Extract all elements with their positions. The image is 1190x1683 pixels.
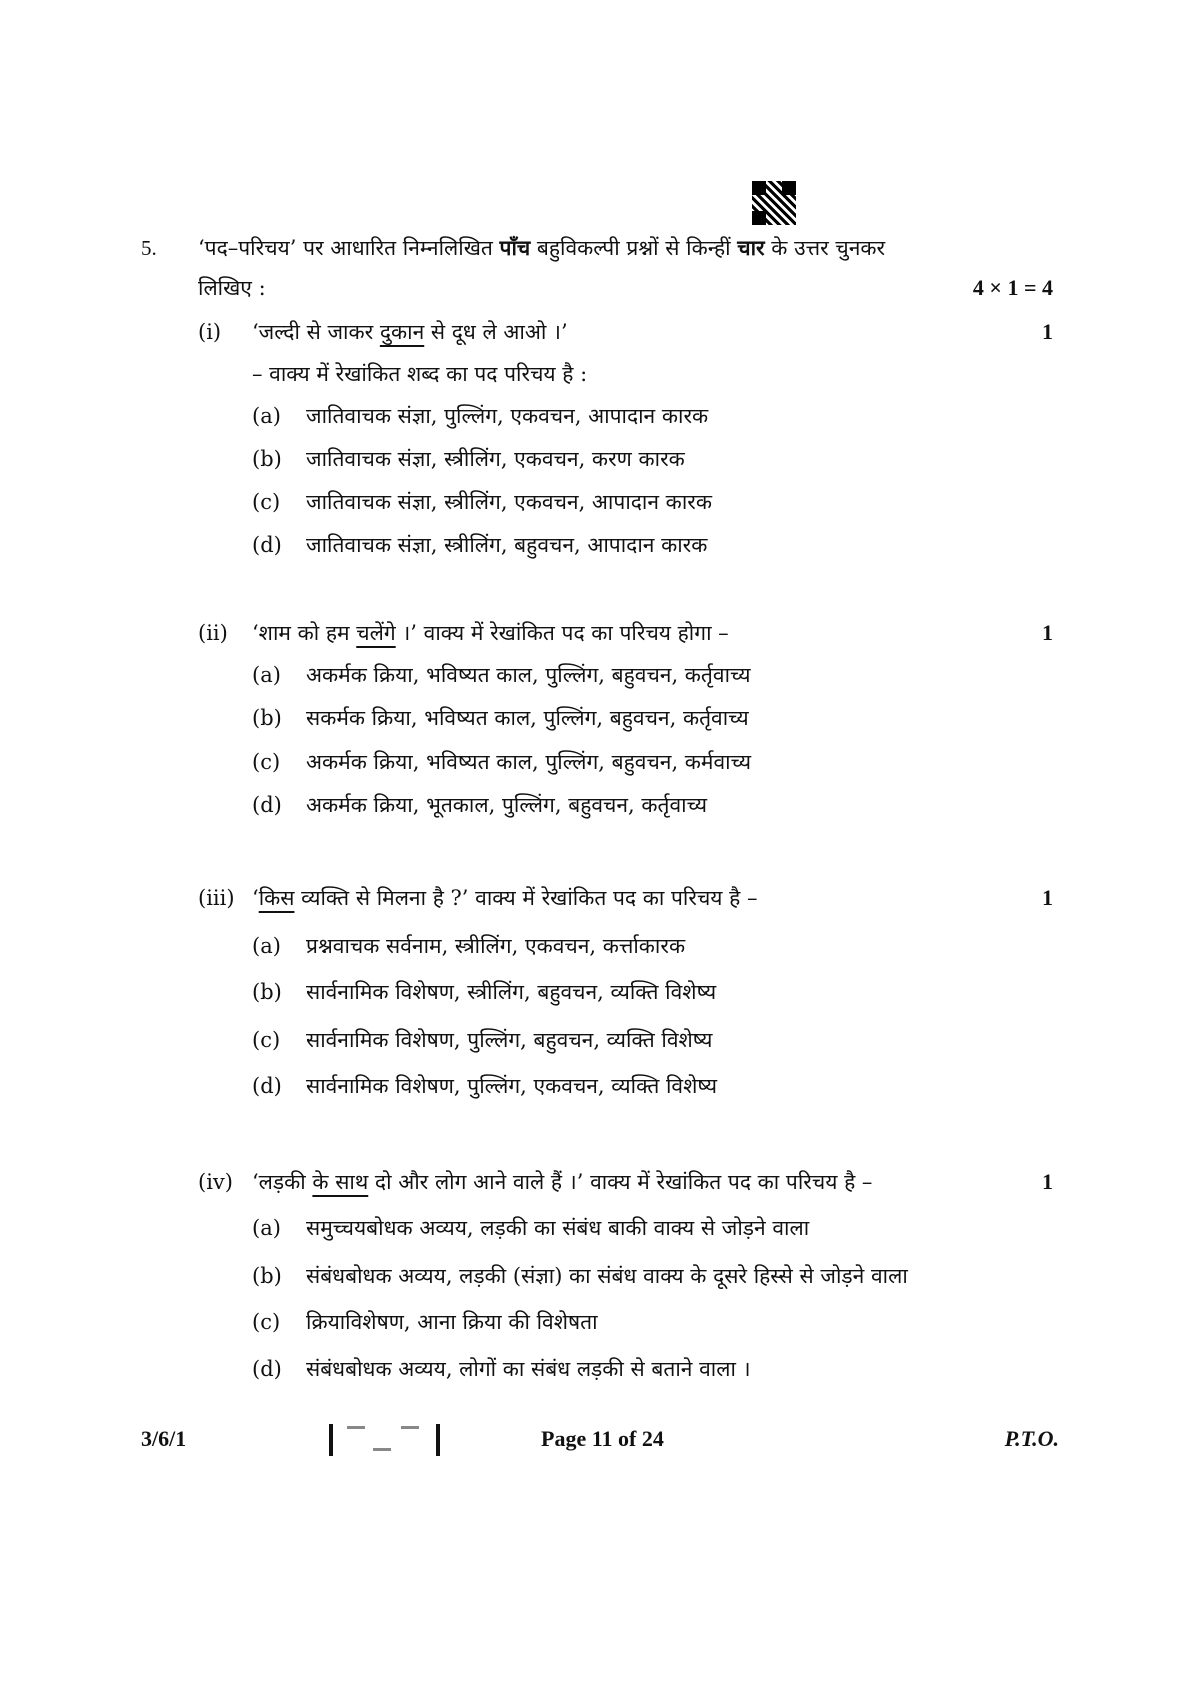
option-label: (c) — [252, 750, 281, 774]
intro-text: के उत्तर चुनकर — [764, 236, 886, 260]
pto-label: P.T.O. — [1004, 1426, 1059, 1451]
subquestion-label: (iii) — [198, 886, 235, 910]
option-label: (b) — [252, 706, 282, 730]
question-intro-line2: लिखिए : — [198, 276, 266, 300]
option-text: जातिवाचक संज्ञा, स्त्रीलिंग, बहुवचन, आपादान कारक — [306, 533, 708, 557]
underlined-word: चलेंगे — [356, 621, 396, 645]
option-label: (d) — [252, 793, 282, 817]
option-text: अकर्मक क्रिया, भविष्यत काल, पुल्लिंग, बहुवचन, कर्तृवाच्य — [306, 663, 751, 687]
option-label: (b) — [252, 980, 282, 1004]
subquestion-label: (ii) — [198, 621, 228, 645]
sentence-text: से दूध ले आओ ।’ — [424, 320, 568, 344]
option-label: (a) — [252, 1216, 281, 1240]
option-text: जातिवाचक संज्ञा, स्त्रीलिंग, एकवचन, करण कारक — [306, 447, 685, 471]
subquestion-marks: 1 — [1042, 620, 1053, 645]
option-text: संबंधबोधक अव्यय, लोगों का संबंध लड़की से बताने वाला । — [306, 1357, 751, 1381]
underlined-word: के साथ — [312, 1170, 369, 1194]
option-text: सार्वनामिक विशेषण, पुल्लिंग, बहुवचन, व्यक्ति विशेष्य — [306, 1028, 713, 1052]
option-label: (a) — [252, 404, 281, 428]
underlined-word: किस — [258, 886, 295, 910]
option-label: (b) — [252, 447, 282, 471]
option-label: (d) — [252, 533, 282, 557]
option-label: (a) — [252, 934, 281, 958]
option-text: सार्वनामिक विशेषण, स्त्रीलिंग, बहुवचन, व्यक्ति विशेष्य — [306, 980, 717, 1004]
intro-text: बहुविकल्पी प्रश्नों से किन्हीं — [530, 236, 738, 260]
option-text: अकर्मक क्रिया, भविष्यत काल, पुल्लिंग, बहुवचन, कर्मवाच्य — [306, 750, 752, 774]
intro-bold: चार — [737, 235, 765, 260]
option-label: (c) — [252, 490, 281, 514]
question-marks: 4 × 1 = 4 — [972, 275, 1053, 300]
intro-bold: पाँच — [499, 235, 531, 260]
subquestion-text — [252, 620, 729, 646]
subquestion-text — [252, 885, 757, 911]
option-label: (d) — [252, 1074, 282, 1098]
option-text: अकर्मक क्रिया, भूतकाल, पुल्लिंग, बहुवचन, कर्तृवाच्य — [306, 793, 708, 817]
page-number: Page 11 of 24 — [541, 1426, 664, 1451]
question-number: 5. — [141, 236, 157, 260]
subquestion-text — [252, 1169, 872, 1195]
subquestion-marks: 1 — [1042, 319, 1053, 344]
sentence-text: व्यक्ति से मिलना है ?’ वाक्य में रेखांकित पद का परिचय है – — [294, 886, 758, 910]
option-text: क्रियाविशेषण, आना क्रिया की विशेषता — [306, 1310, 598, 1334]
option-text: जातिवाचक संज्ञा, पुल्लिंग, एकवचन, आपादान कारक — [306, 404, 709, 428]
question-intro — [198, 235, 885, 261]
subquestion-prompt: – वाक्य में रेखांकित शब्द का पद परिचय है : — [252, 362, 588, 386]
sentence-text: ।’ वाक्य में रेखांकित पद का परिचय होगा – — [395, 621, 729, 645]
intro-text: ‘पद–परिचय’ पर आधारित निम्नलिखित — [198, 236, 500, 260]
subquestion-marks: 1 — [1042, 1169, 1053, 1194]
option-text: सार्वनामिक विशेषण, पुल्लिंग, एकवचन, व्यक्ति विशेष्य — [306, 1074, 718, 1098]
sentence-text: ‘ — [252, 886, 259, 910]
qr-code — [752, 181, 796, 225]
sentence-text: दो और लोग आने वाले हैं ।’ वाक्य में रेखांकित पद का परिचय है – — [368, 1170, 873, 1194]
option-label: (d) — [252, 1357, 282, 1381]
sentence-text: ‘लड़की — [252, 1170, 313, 1194]
option-label: (c) — [252, 1310, 281, 1334]
option-label: (b) — [252, 1264, 282, 1288]
sentence-text: ‘शाम को हम — [252, 621, 357, 645]
option-text: संबंधबोधक अव्यय, लड़की (संज्ञा) का संबंध वाक्य के दूसरे हिस्से से जोड़ने वाला — [306, 1264, 908, 1288]
option-label: (c) — [252, 1028, 281, 1052]
option-label: (a) — [252, 663, 281, 687]
option-text: प्रश्नवाचक सर्वनाम, स्त्रीलिंग, एकवचन, कर्त्ताकारक — [306, 934, 686, 958]
underlined-word: दुकान — [379, 320, 425, 344]
sentence-text: ‘जल्दी से जाकर — [252, 320, 380, 344]
subquestion-marks: 1 — [1042, 885, 1053, 910]
subquestion-text — [252, 319, 568, 345]
option-text: सकर्मक क्रिया, भविष्यत काल, पुल्लिंग, बहुवचन, कर्तृवाच्य — [306, 706, 749, 730]
subquestion-label: (i) — [198, 320, 222, 344]
paper-code: 3/6/1 — [141, 1426, 187, 1451]
subquestion-label: (iv) — [198, 1170, 233, 1194]
option-text: समुच्चयबोधक अव्यय, लड़की का संबंध बाकी वाक्य से जोड़ने वाला — [306, 1216, 810, 1240]
option-text: जातिवाचक संज्ञा, स्त्रीलिंग, एकवचन, आपादान कारक — [306, 490, 712, 514]
barcode — [329, 1424, 440, 1456]
